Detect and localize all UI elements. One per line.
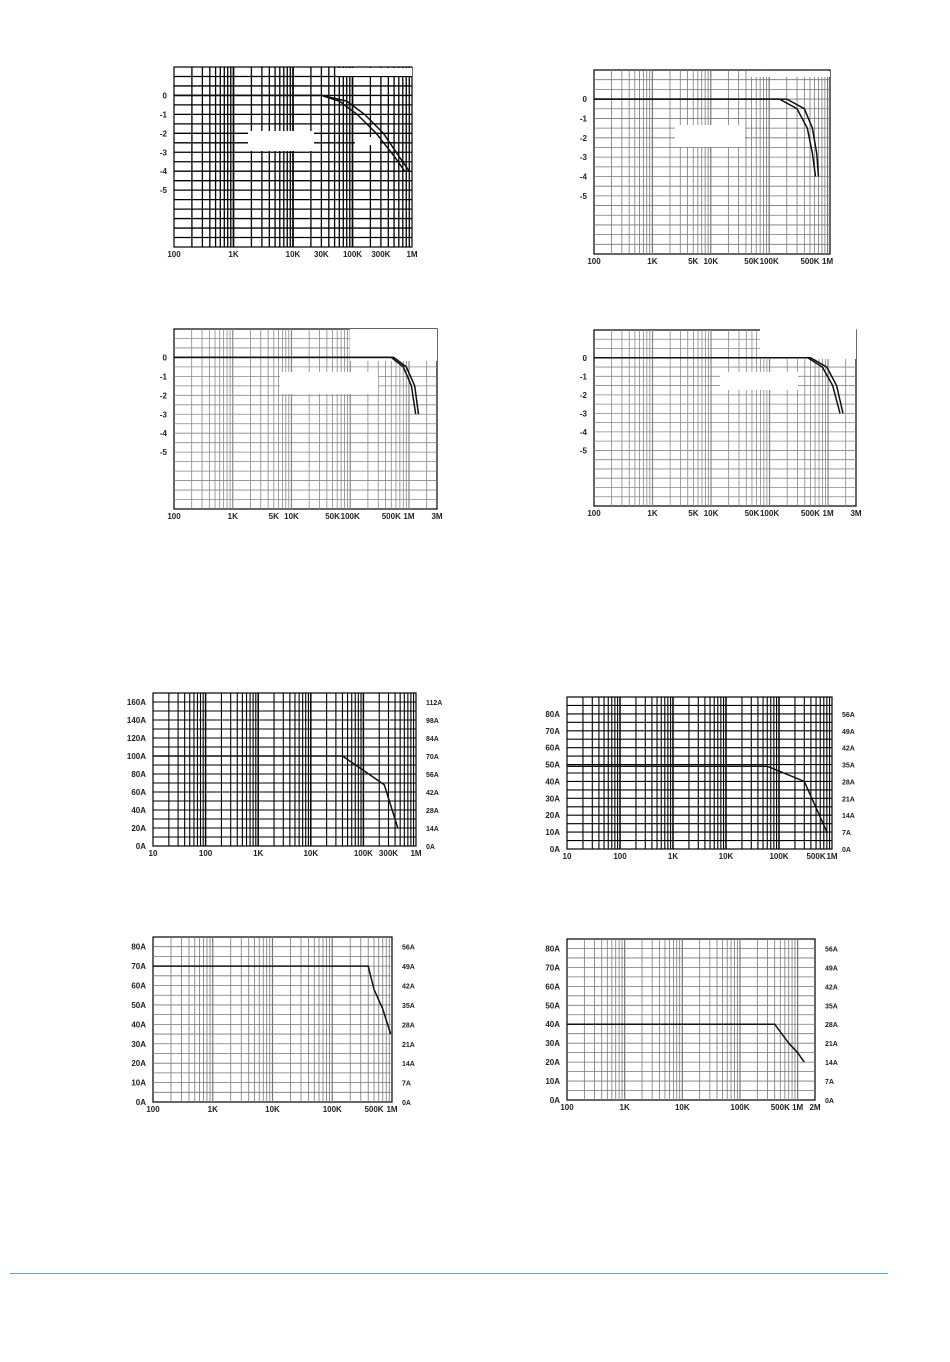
x-tick-label: 1M xyxy=(826,852,838,861)
x-tick-label: 5K xyxy=(688,509,699,518)
y-tick-label: -1 xyxy=(159,372,167,382)
y-tick-label: -5 xyxy=(579,446,587,456)
x-tick-label: 500K xyxy=(770,1103,790,1112)
x-tick-label: 1M xyxy=(822,509,834,518)
blank-region xyxy=(280,372,378,394)
y-tick-label: 80A xyxy=(131,770,146,779)
y2-tick-label: 42A xyxy=(426,790,439,797)
y-tick-label: 40A xyxy=(545,777,560,787)
x-tick-label: 1K xyxy=(667,852,679,861)
chart-6 xyxy=(545,697,855,861)
x-tick-label: 10K xyxy=(303,849,319,858)
y2-tick-label: 28A xyxy=(426,808,439,815)
x-tick-label: 1M xyxy=(822,257,834,266)
blank-region xyxy=(355,137,380,145)
x-tick-label: 10K xyxy=(703,257,719,266)
y2-tick-label: 28A xyxy=(825,1022,838,1030)
x-tick-label: 100K xyxy=(759,509,780,518)
y-tick-label: -4 xyxy=(579,172,587,182)
x-tick-label: 100 xyxy=(613,852,627,861)
chart-7 xyxy=(131,937,415,1114)
x-tick-label: 10K xyxy=(265,1105,280,1114)
y-tick-label: -3 xyxy=(579,153,587,163)
y2-tick-label: 0A xyxy=(825,1098,834,1105)
y-tick-label: 10A xyxy=(545,1077,560,1087)
x-tick-label: 1M xyxy=(406,250,418,259)
x-tick-label: 5K xyxy=(688,257,699,266)
x-tick-label: 500K xyxy=(800,509,821,518)
x-tick-label: 100 xyxy=(167,512,181,521)
y-tick-label: -4 xyxy=(159,167,167,177)
y-tick-label: 50A xyxy=(545,760,560,770)
x-tick-label: 500K xyxy=(800,257,820,266)
x-tick-label: 50K xyxy=(744,509,760,518)
y-tick-label: 0 xyxy=(162,353,167,363)
x-tick-label: 10K xyxy=(703,509,719,518)
y-tick-label: 10A xyxy=(545,828,560,838)
y-tick-label: 40A xyxy=(545,1020,560,1030)
y-tick-label: -4 xyxy=(579,427,587,437)
x-tick-label: 100 xyxy=(587,257,601,266)
x-tick-label: 10K xyxy=(674,1103,690,1112)
x-tick-label: 100K xyxy=(340,512,360,521)
y-tick-label: 30A xyxy=(545,794,560,804)
x-tick-label: 300K xyxy=(371,250,391,259)
y-tick-label: 50A xyxy=(545,1001,560,1011)
y2-tick-label: 49A xyxy=(402,964,415,972)
x-tick-label: 500K xyxy=(364,1105,384,1114)
x-tick-label: 3M xyxy=(850,509,862,518)
y-tick-label: 160A xyxy=(126,698,146,707)
blank-region xyxy=(750,71,830,77)
blank-region xyxy=(350,329,437,361)
x-tick-label: 100 xyxy=(560,1103,574,1112)
chart-2 xyxy=(580,70,834,266)
y-tick-label: 70A xyxy=(545,963,560,973)
y2-tick-label: 0A xyxy=(402,1100,411,1107)
y2-tick-label: 42A xyxy=(842,745,855,753)
x-tick-label: 100K xyxy=(730,1103,750,1112)
blank-region xyxy=(248,131,314,151)
x-tick-label: 2M xyxy=(809,1103,821,1112)
x-tick-label: 500K xyxy=(806,852,826,861)
y2-tick-label: 42A xyxy=(402,983,415,991)
footer-divider xyxy=(10,1273,888,1274)
y-tick-label: 80A xyxy=(545,709,560,719)
y2-tick-label: 112A xyxy=(426,700,443,707)
y-tick-label: 120A xyxy=(126,734,146,743)
y2-tick-label: 56A xyxy=(402,944,415,952)
y-tick-label: 30A xyxy=(545,1039,560,1049)
y2-tick-label: 56A xyxy=(825,946,838,954)
y2-tick-label: 0A xyxy=(842,847,851,854)
y2-tick-label: 98A xyxy=(426,718,439,725)
y-tick-label: -3 xyxy=(159,148,167,158)
y-tick-label: 0A xyxy=(135,1098,146,1107)
y-tick-label: 50A xyxy=(131,1000,146,1010)
y-tick-label: 20A xyxy=(545,811,560,821)
x-tick-label: 100K xyxy=(342,250,363,259)
y-tick-label: -5 xyxy=(159,448,167,458)
x-tick-label: 1K xyxy=(253,849,264,858)
y-tick-label: 60A xyxy=(545,982,560,992)
y2-tick-label: 14A xyxy=(825,1060,838,1068)
y-tick-label: -3 xyxy=(579,409,587,419)
y-tick-label: 0A xyxy=(135,842,146,851)
x-tick-label: 10K xyxy=(284,512,299,521)
x-tick-label: 1K xyxy=(647,509,658,518)
y-tick-label: 80A xyxy=(545,944,560,954)
x-tick-label: 100 xyxy=(167,250,181,259)
x-tick-label: 3M xyxy=(431,512,443,521)
y2-tick-label: 42A xyxy=(825,984,838,992)
x-tick-label: 500K xyxy=(381,512,401,521)
x-tick-label: 100K xyxy=(322,1105,342,1114)
x-tick-label: 1K xyxy=(619,1103,630,1112)
chart-3 xyxy=(160,329,443,521)
x-tick-label: 1K xyxy=(647,257,658,266)
y-tick-label: 30A xyxy=(131,1039,146,1049)
y2-tick-label: 56A xyxy=(842,711,855,719)
y2-tick-label: 7A xyxy=(825,1079,834,1087)
y-tick-label: -5 xyxy=(159,186,167,196)
x-tick-label: 50K xyxy=(744,257,759,266)
x-tick-label: 1M xyxy=(792,1103,804,1112)
x-tick-label: 100K xyxy=(353,849,373,858)
y-tick-label: -1 xyxy=(579,372,587,382)
x-tick-label: 100 xyxy=(198,849,213,858)
y2-tick-label: 14A xyxy=(842,813,855,821)
y-tick-label: 60A xyxy=(545,743,560,753)
y2-tick-label: 21A xyxy=(842,796,855,804)
y2-tick-label: 35A xyxy=(402,1002,415,1010)
chart-1 xyxy=(160,67,418,259)
y-tick-label: 60A xyxy=(131,981,146,991)
chart-8 xyxy=(545,939,838,1112)
y-tick-label: -1 xyxy=(579,114,587,124)
y-tick-label: 140A xyxy=(126,716,146,725)
x-tick-label: 5K xyxy=(268,512,279,521)
chart-5 xyxy=(127,693,442,858)
plot-frame xyxy=(567,939,815,1100)
y-tick-label: 20A xyxy=(131,824,146,833)
y2-tick-label: 70A xyxy=(426,754,439,761)
x-tick-label: 10 xyxy=(148,849,158,858)
y2-tick-label: 49A xyxy=(825,965,838,973)
y2-tick-label: 21A xyxy=(825,1041,838,1049)
y-tick-label: 40A xyxy=(131,1020,146,1030)
y2-tick-label: 84A xyxy=(426,736,439,743)
y-tick-label: 0 xyxy=(162,91,167,101)
x-tick-label: 100 xyxy=(587,509,601,518)
y-tick-label: -2 xyxy=(159,391,167,401)
x-tick-label: 30K xyxy=(314,250,329,259)
x-tick-label: 50K xyxy=(325,512,340,521)
y-tick-label: 70A xyxy=(545,726,560,736)
x-tick-label: 1M xyxy=(410,849,422,858)
y2-tick-label: 28A xyxy=(402,1022,415,1030)
chart-4 xyxy=(580,329,862,518)
y-tick-label: 0 xyxy=(582,353,587,363)
y-tick-label: 100A xyxy=(126,752,146,761)
x-tick-label: 10 xyxy=(562,852,572,861)
x-tick-label: 1M xyxy=(386,1105,398,1114)
blank-region xyxy=(336,68,412,76)
y-tick-label: 40A xyxy=(131,806,146,815)
y2-tick-label: 35A xyxy=(842,762,855,770)
y2-tick-label: 49A xyxy=(842,728,855,736)
y2-tick-label: 21A xyxy=(402,1041,415,1049)
blank-region xyxy=(760,329,856,359)
y2-tick-label: 7A xyxy=(402,1080,411,1088)
y-tick-label: 0A xyxy=(549,1096,560,1105)
y2-tick-label: 56A xyxy=(426,772,439,779)
plot-frame xyxy=(153,693,416,846)
x-tick-label: 300K xyxy=(378,849,399,858)
y-tick-label: 70A xyxy=(131,962,146,972)
y2-tick-label: 35A xyxy=(825,1003,838,1011)
blank-region xyxy=(720,372,798,390)
y-tick-label: 0A xyxy=(549,845,560,854)
y-tick-label: 0 xyxy=(582,95,587,105)
x-tick-label: 1M xyxy=(403,512,415,521)
x-tick-label: 1K xyxy=(227,512,238,521)
y-tick-label: 20A xyxy=(545,1058,560,1068)
y-tick-label: -1 xyxy=(159,110,167,120)
x-tick-label: 1K xyxy=(207,1105,218,1114)
x-tick-label: 10K xyxy=(718,852,734,861)
x-tick-label: 1K xyxy=(228,250,239,259)
y-tick-label: 80A xyxy=(131,942,146,952)
y2-tick-label: 14A xyxy=(426,826,439,833)
y-tick-label: -4 xyxy=(159,429,167,439)
x-tick-label: 100K xyxy=(759,257,779,266)
y-tick-label: -2 xyxy=(579,390,587,400)
y-tick-label: -5 xyxy=(579,191,587,201)
x-tick-label: 100 xyxy=(146,1105,160,1114)
x-tick-label: 100K xyxy=(769,852,789,861)
y2-tick-label: 14A xyxy=(402,1061,415,1069)
y2-tick-label: 28A xyxy=(842,779,855,787)
blank-region xyxy=(675,125,745,147)
y-tick-label: 20A xyxy=(131,1059,146,1069)
y-tick-label: -2 xyxy=(579,133,587,143)
y2-tick-label: 7A xyxy=(842,830,851,838)
y2-tick-label: 0A xyxy=(426,844,435,851)
y-tick-label: -2 xyxy=(159,129,167,139)
y-tick-label: 60A xyxy=(131,788,146,797)
y-tick-label: -3 xyxy=(159,410,167,420)
x-tick-label: 10K xyxy=(285,250,301,259)
y-tick-label: 10A xyxy=(131,1078,146,1088)
